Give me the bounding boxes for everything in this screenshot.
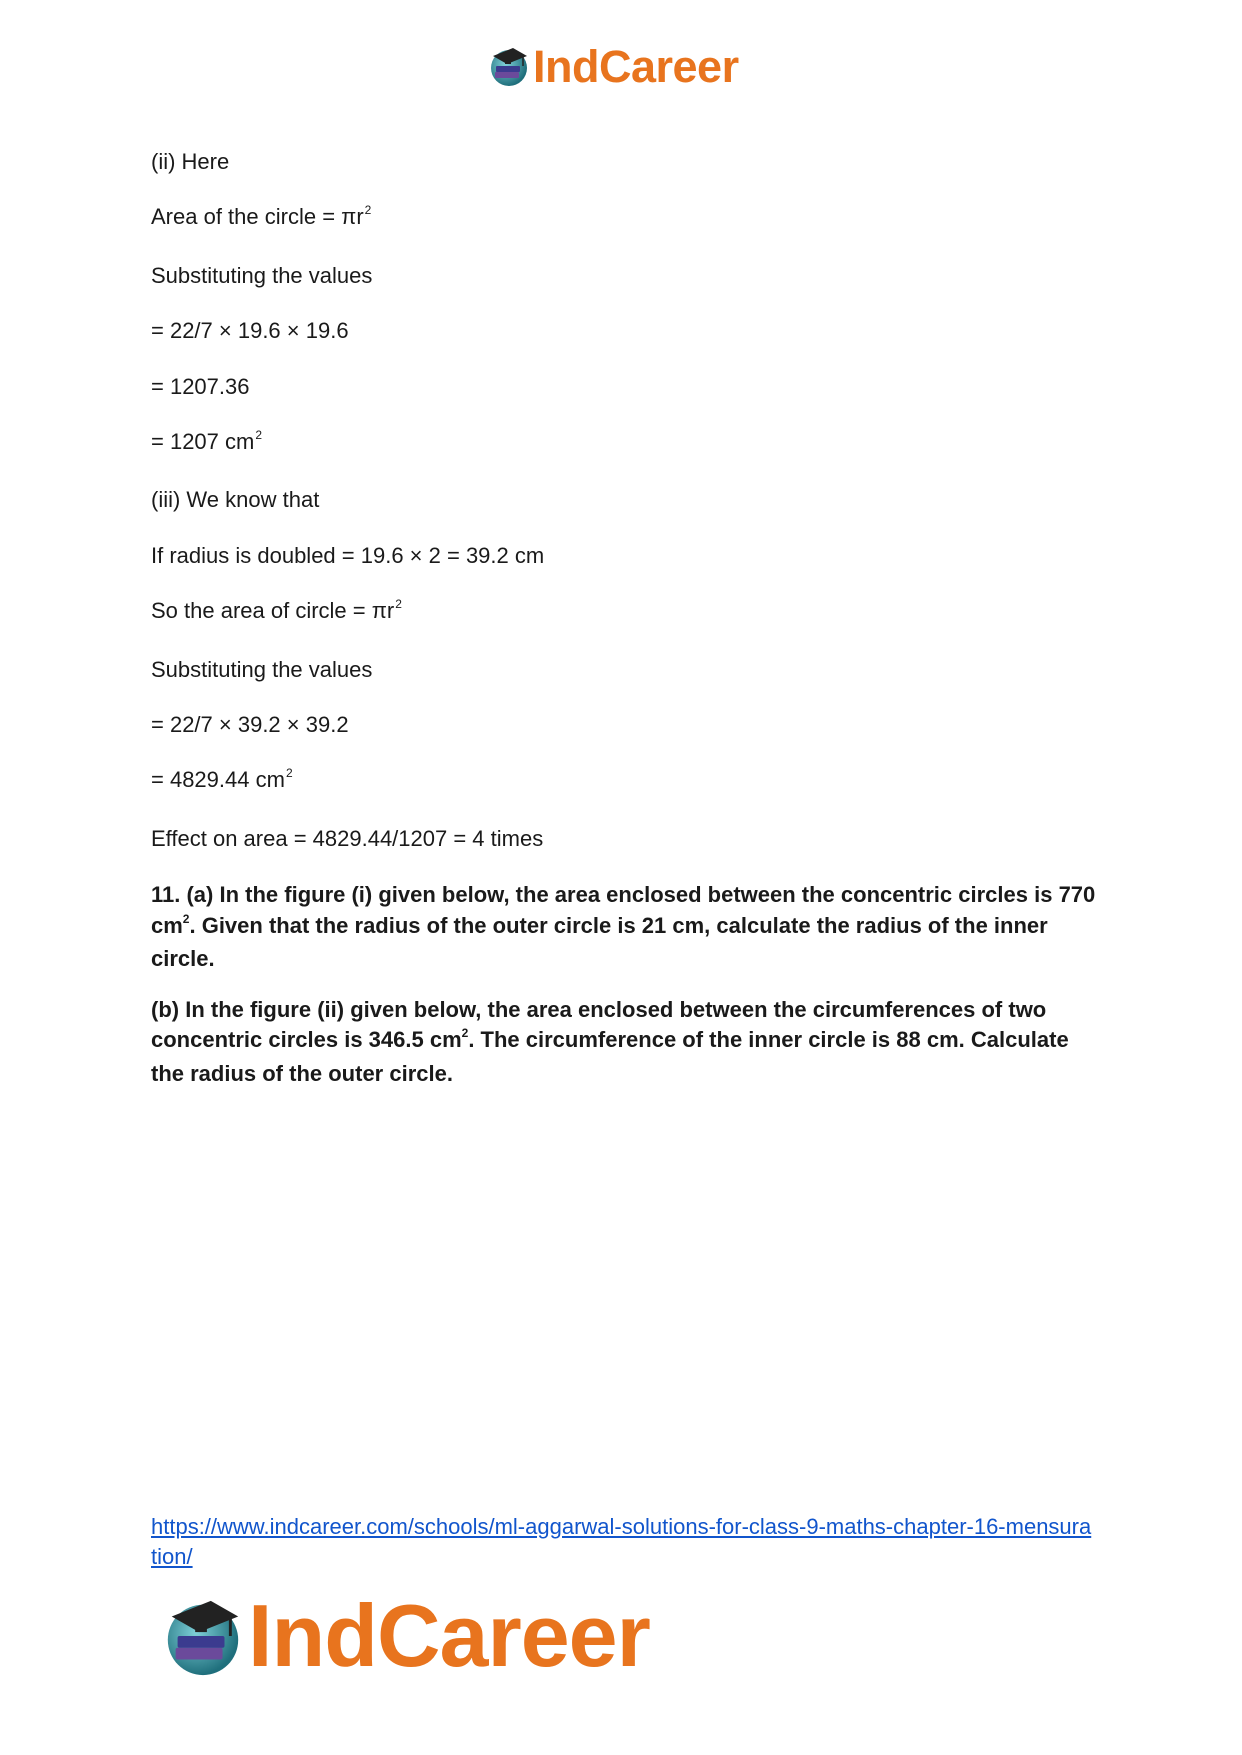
solution-line: If radius is doubled = 19.6 × 2 = 39.2 cm xyxy=(151,542,545,568)
solution-line: Area of the circle = $\pi r^2$ xyxy=(151,203,372,230)
solution-line: Substituting the values xyxy=(151,262,373,288)
solution-line: (iii) We know that xyxy=(151,487,320,513)
header-brand-name: IndCareer xyxy=(533,40,739,92)
solution-line: = 1207.36 xyxy=(151,373,250,399)
solution-line: = 4829.44 $cm^2$ xyxy=(151,766,293,793)
solution-line: Effect on area = 4829.44/1207 = 4 times xyxy=(151,825,544,851)
graduation-cap-globe-icon xyxy=(160,1593,246,1679)
graduation-cap-globe-icon xyxy=(487,44,531,88)
solution-line: So the area of circle = $\pi r^2$ xyxy=(151,597,402,624)
header-logo xyxy=(487,40,739,92)
solution-line: Substituting the values xyxy=(151,656,373,682)
source-url-link[interactable]: https://www.indcareer.com/schools/ml-aggarwal-solutions-for-class-9-maths-chapter-16-mensuration/ xyxy=(151,1514,1092,1569)
footer-logo xyxy=(160,1588,650,1684)
solution-line: = 1207 $cm^2$ xyxy=(151,427,263,454)
question-11b: (b) In the figure (ii) given below, the area enclosed between the circumferences of two concentric circles is 346.5 $cm^2$. The circumference of the inner circle is 88 cm. Calculate the radius of the outer circle. xyxy=(151,996,1069,1086)
footer-brand-name: IndCareer xyxy=(248,1586,650,1685)
solution-line: (ii) Here xyxy=(151,149,230,174)
solution-line: = 22/7 × 19.6 × 19.6 xyxy=(151,318,349,344)
solution-line: = 22/7 × 39.2 × 39.2 xyxy=(151,711,349,737)
solution-content xyxy=(151,148,1096,1109)
question-11a: 11. (a) In the figure (i) given below, the area enclosed between the concentric circles is 770 $cm^2$. Given that the radius of the outer circle is 21 cm, calculate the radius of the inner circle. xyxy=(151,882,1096,972)
